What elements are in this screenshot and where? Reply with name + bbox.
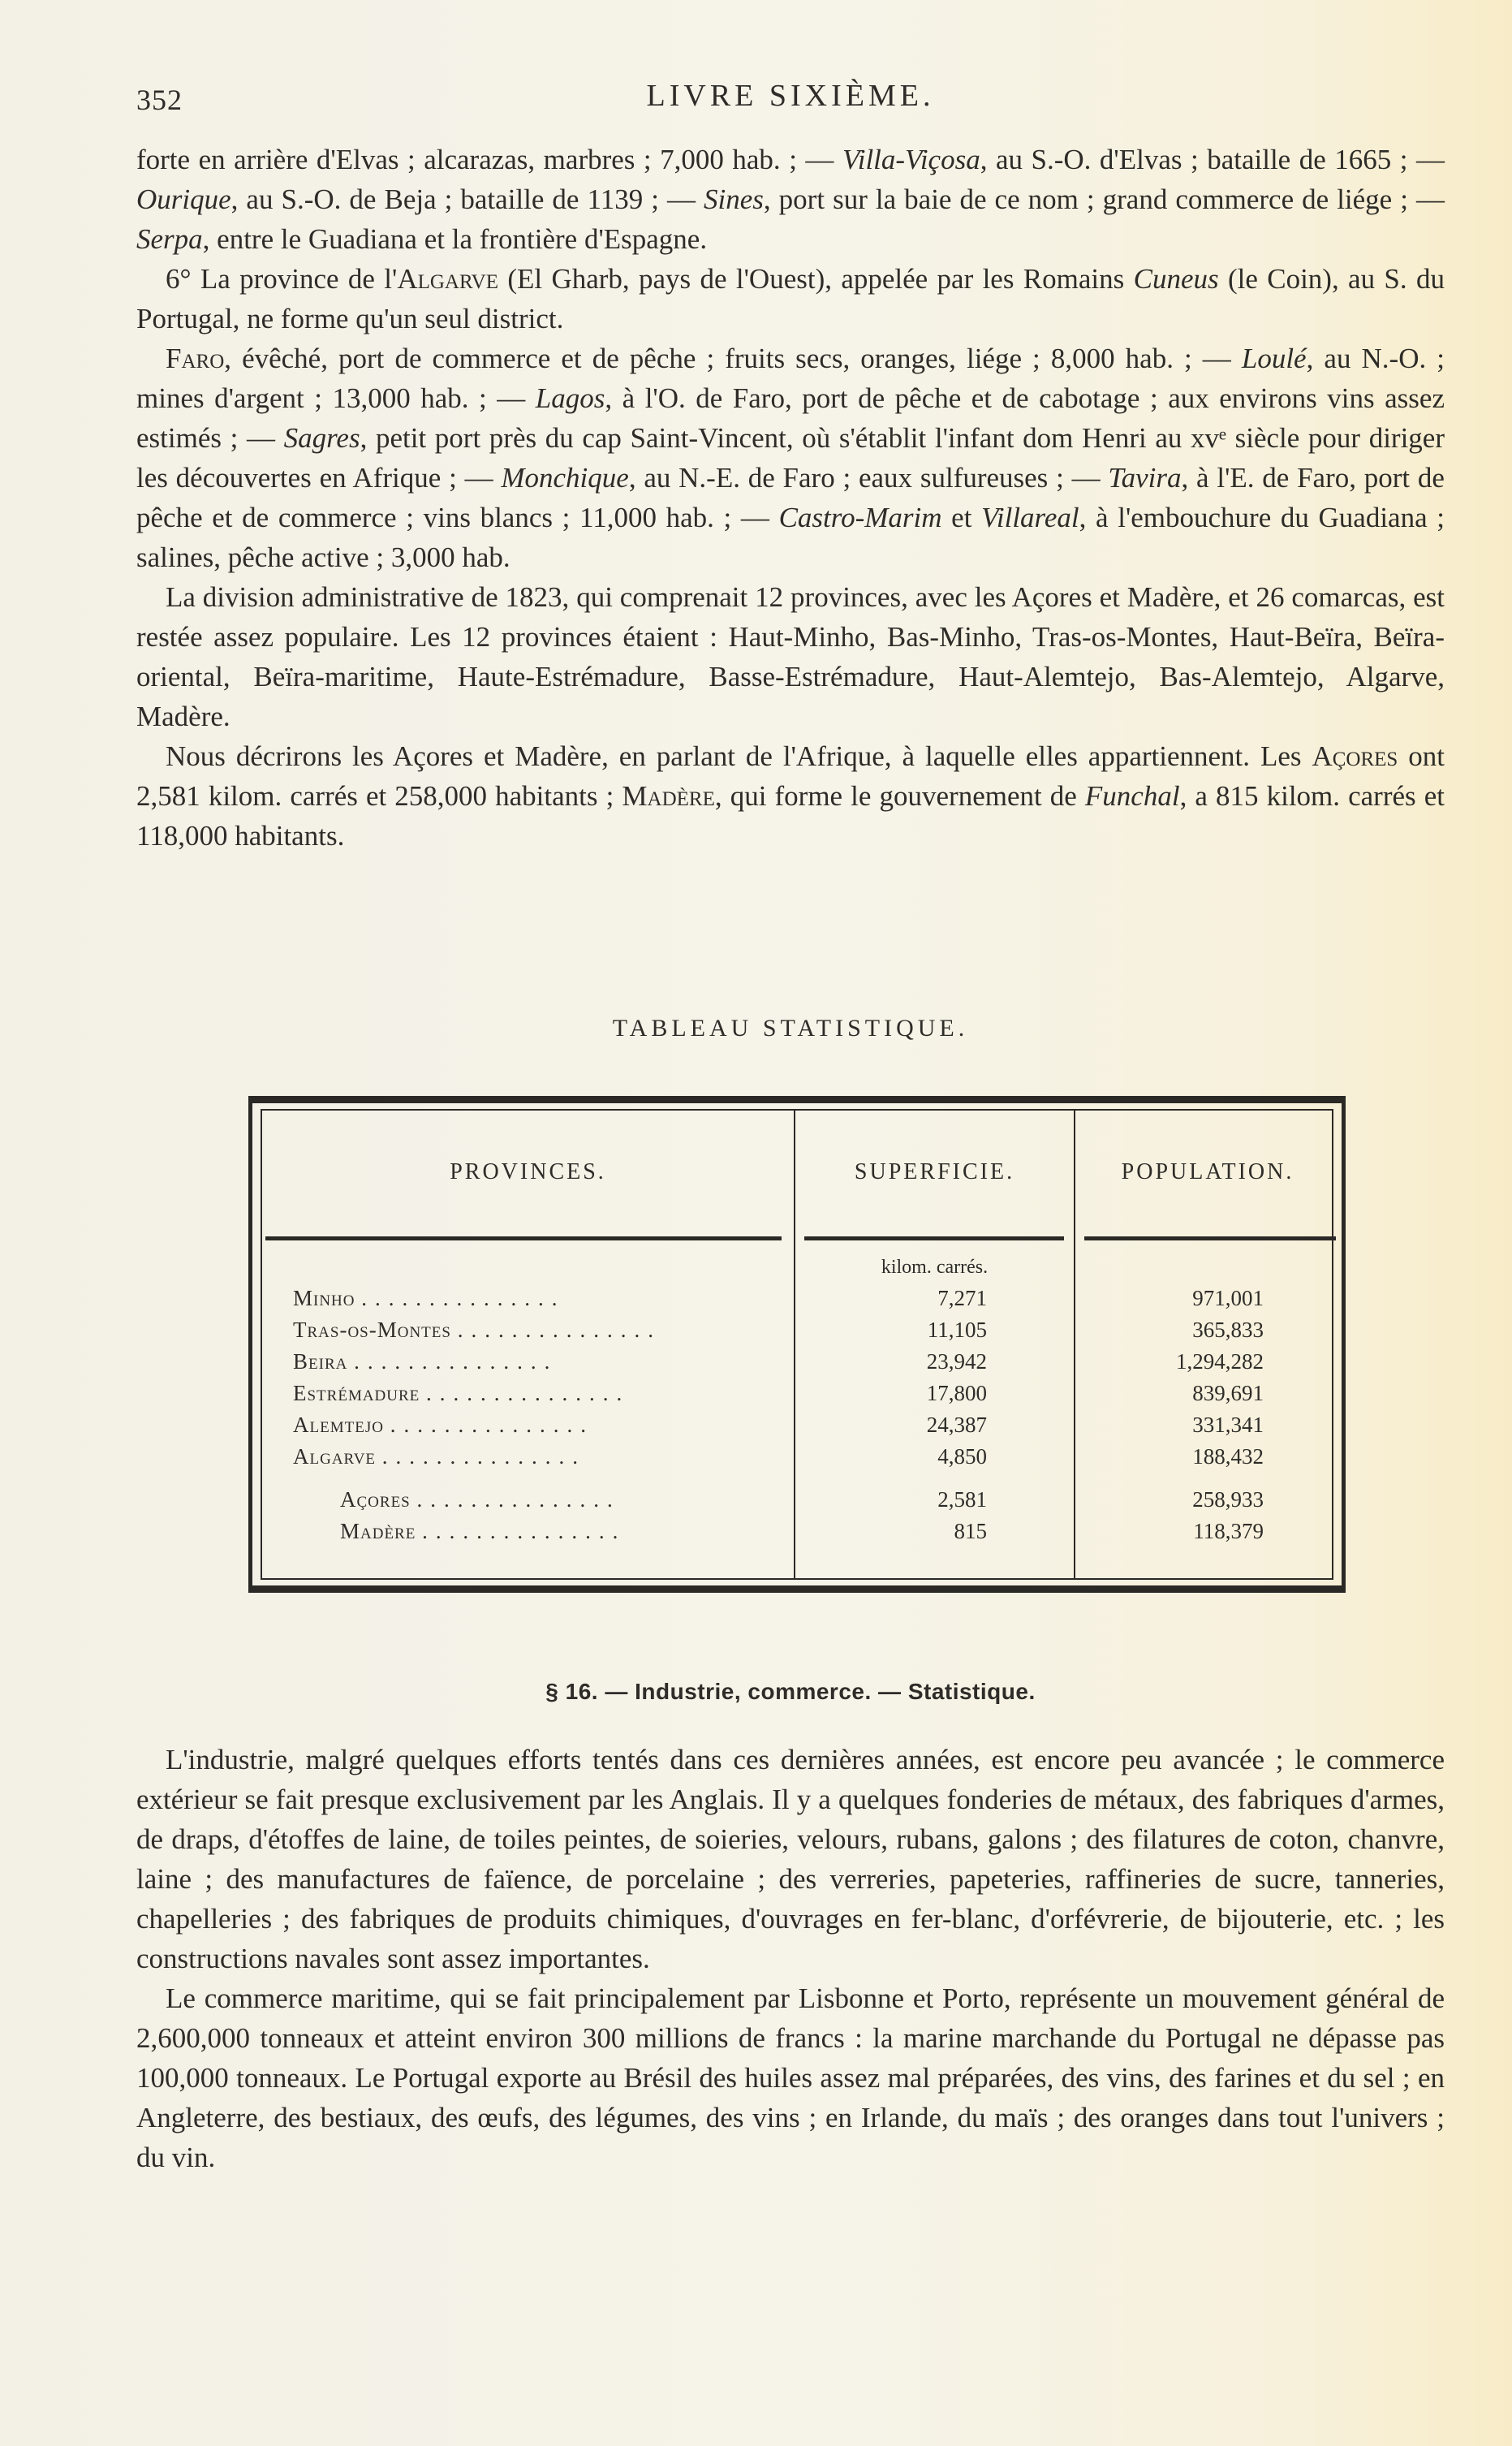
superficie-cell: 23,942	[926, 1349, 987, 1374]
population-cell: 971,001	[1192, 1286, 1264, 1310]
population-cell: 1,294,282	[1176, 1349, 1264, 1374]
superficie-cell: 24,387	[926, 1413, 987, 1437]
latin-name: Cuneus	[1133, 263, 1219, 295]
paragraph-industrie: L'industrie, malgré quelques efforts tentés dans ces dernières années, est encore peu avancée ; le commerce extérieur se fait presque exclusivement par les Anglais. Il y a quelques fonderies de métaux, des fabriques d'armes, de draps, d'étoffes de laine, de toiles peintes, de soieries, velours, rubans, galons ; des filatures de coton, chanvre, laine ; des manufactures de faïence, de porcelaine ; des verreries, papeteries, raffineries de sucre, tanneries, chapelleries ; des fabriques de produits chimiques, d'ouvrages en fer-blanc, d'orfévrerie, de bijouterie, etc. ; les constructions navales sont assez importantes.	[136, 1744, 1445, 1974]
paragraph-division-1823: La division administrative de 1823, qui comprenait 12 provinces, avec les Açores et Madère, et 26 comarcas, est restée assez populaire. Les 12 provinces étaient : Haut-Minho, Bas-Minho, Tras-os-Montes, Haut-Beïra, Beïra-oriental, Beïra-maritime, Haute-Estrémadure, Basse-Estrémadure, Haut-Alemtejo, Bas-Alemtejo, Algarve, Madère.	[136, 581, 1445, 732]
superficie-cell: 2,581	[937, 1487, 987, 1512]
place-name: Funchal	[1084, 780, 1180, 812]
province-cell: Beira ...............	[293, 1349, 558, 1374]
table-row	[262, 1314, 1342, 1346]
place-name: Lagos	[535, 382, 605, 414]
header-rule	[804, 1236, 1064, 1240]
running-head	[136, 78, 1445, 127]
column-header-population: POPULATION.	[1121, 1159, 1294, 1184]
table-row-island	[262, 1516, 1342, 1547]
header-rule	[1084, 1236, 1336, 1240]
section-heading: § 16. — Industrie, commerce. — Statistique.	[545, 1679, 1036, 1704]
text-block-lower	[136, 1740, 1445, 2177]
column-header-provinces: PROVINCES.	[450, 1159, 606, 1184]
superficie-cell: 4,850	[937, 1444, 987, 1469]
place-name: Ourique	[136, 183, 231, 215]
province-cell: Tras-os-Montes ...............	[293, 1318, 661, 1342]
statistics-table	[248, 1096, 1346, 1593]
text-block-upper	[136, 140, 1445, 856]
place-name: Castro-Marim	[778, 502, 942, 533]
paragraph-acores-madere: Nous décrirons les Açores et Madère, en parlant de l'Afrique, à laquelle elles appartiennent. Les Açores ont 2,581 kilom. carrés et 258,000 habitants ; Madère, qui forme le gouvernement de Funchal, a 815 kilom. carrés et 118,000 habitants.	[136, 740, 1445, 852]
province-cell: Minho ...............	[293, 1286, 566, 1310]
population-cell: 258,933	[1192, 1487, 1264, 1512]
population-cell: 365,833	[1192, 1318, 1264, 1342]
column-header-superficie: SUPERFICIE.	[854, 1159, 1015, 1184]
table-row	[262, 1409, 1342, 1441]
population-cell: 118,379	[1193, 1519, 1264, 1543]
province-cell: Alemtejo ...............	[293, 1413, 594, 1437]
place-name: Loulé	[1241, 343, 1307, 374]
superficie-units: kilom. carrés.	[881, 1257, 989, 1278]
table-row	[262, 1283, 1342, 1314]
place-name: Faro	[166, 343, 225, 374]
table-inner-frame	[261, 1109, 1333, 1580]
table-title: TABLEAU STATISTIQUE.	[612, 1015, 969, 1042]
header-rule	[265, 1236, 782, 1240]
table-bottom-rule	[248, 1585, 1346, 1593]
population-cell: 188,432	[1192, 1444, 1264, 1469]
place-name: Villareal	[981, 502, 1079, 533]
place-name: Sagres	[283, 422, 360, 454]
place-name: Sines	[704, 183, 764, 215]
page-number: 352	[136, 84, 183, 116]
place-name: Villa-Viçosa	[842, 144, 980, 175]
population-cell: 839,691	[1192, 1381, 1264, 1405]
superficie-cell: 7,271	[937, 1286, 987, 1310]
table-row	[262, 1346, 1342, 1378]
table-row	[262, 1378, 1342, 1409]
superficie-cell: 815	[954, 1519, 987, 1543]
paragraph-alemtejo-towns: forte en arrière d'Elvas ; alcarazas, marbres ; 7,000 hab. ; — Villa-Viçosa, au S.-O. d'Elvas ; bataille de 1665 ; — Ourique, au S.-O. de Beja ; bataille de 1139 ; — Sines, port sur la baie de ce nom ; grand commerce de liége ; — Serpa, entre le Guadiana et la frontière d'Espagne.	[136, 144, 1445, 255]
place-name: Serpa	[136, 223, 203, 255]
paragraph-algarve-towns: Faro, évêché, port de commerce et de pêche ; fruits secs, oranges, liége ; 8,000 hab. ; — Loulé, au N.-O. ; mines d'argent ; 13,000 hab. ; — Lagos, à l'O. de Faro, port de pêche et de cabotage ; aux environs vins assez estimés ; — Sagres, petit port près du cap Saint-Vincent, où s'établit l'infant dom Henri au xvᵉ siècle pour diriger les découvertes en Afrique ; — Monchique, au N.-E. de Faro ; eaux sulfureuses ; — Tavira, à l'E. de Faro, port de pêche et de commerce ; vins blancs ; 11,000 hab. ; — Castro-Marim et Villareal, à l'embouchure du Guadiana ; salines, pêche active ; 3,000 hab.	[136, 343, 1445, 573]
table-body	[262, 1283, 1342, 1547]
province-cell: Açores ...............	[340, 1487, 621, 1512]
table-top-rule	[248, 1096, 1346, 1103]
paragraph-algarve: 6° La province de l'Algarve (El Gharb, pays de l'Ouest), appelée par les Romains Cuneus (le Coin), au S. du Portugal, ne forme qu'un seul district.	[136, 263, 1445, 334]
place-name: Monchique	[501, 462, 629, 494]
province-name: Algarve	[397, 263, 498, 295]
place-name: Madère	[622, 780, 715, 812]
province-cell: Madère ...............	[340, 1519, 627, 1543]
superficie-cell: 17,800	[926, 1381, 987, 1405]
place-name: Tavira	[1108, 462, 1182, 494]
population-cell: 331,341	[1192, 1413, 1264, 1437]
paragraph-commerce-maritime: Le commerce maritime, qui se fait principalement par Lisbonne et Porto, représente un mouvement général de 2,600,000 tonneaux et atteint environ 300 millions de francs : la marine marchande du Portugal ne dépasse pas 100,000 tonneaux. Le Portugal exporte au Brésil des huiles assez mal préparées, des vins, des farines et du sel ; en Angleterre, des bestiaux, des œufs, des légumes, des vins ; en Irlande, du maïs ; des oranges dans tout l'univers ; du vin.	[136, 1982, 1445, 2173]
book-title: LIVRE SIXIÈME.	[646, 79, 935, 113]
table-row-island	[262, 1484, 1342, 1516]
superficie-cell: 11,105	[927, 1318, 987, 1342]
place-name: Açores	[1312, 740, 1398, 772]
province-cell: Estrémadure ...............	[293, 1381, 631, 1405]
province-cell: Algarve ...............	[293, 1444, 587, 1469]
table-row	[262, 1441, 1342, 1473]
